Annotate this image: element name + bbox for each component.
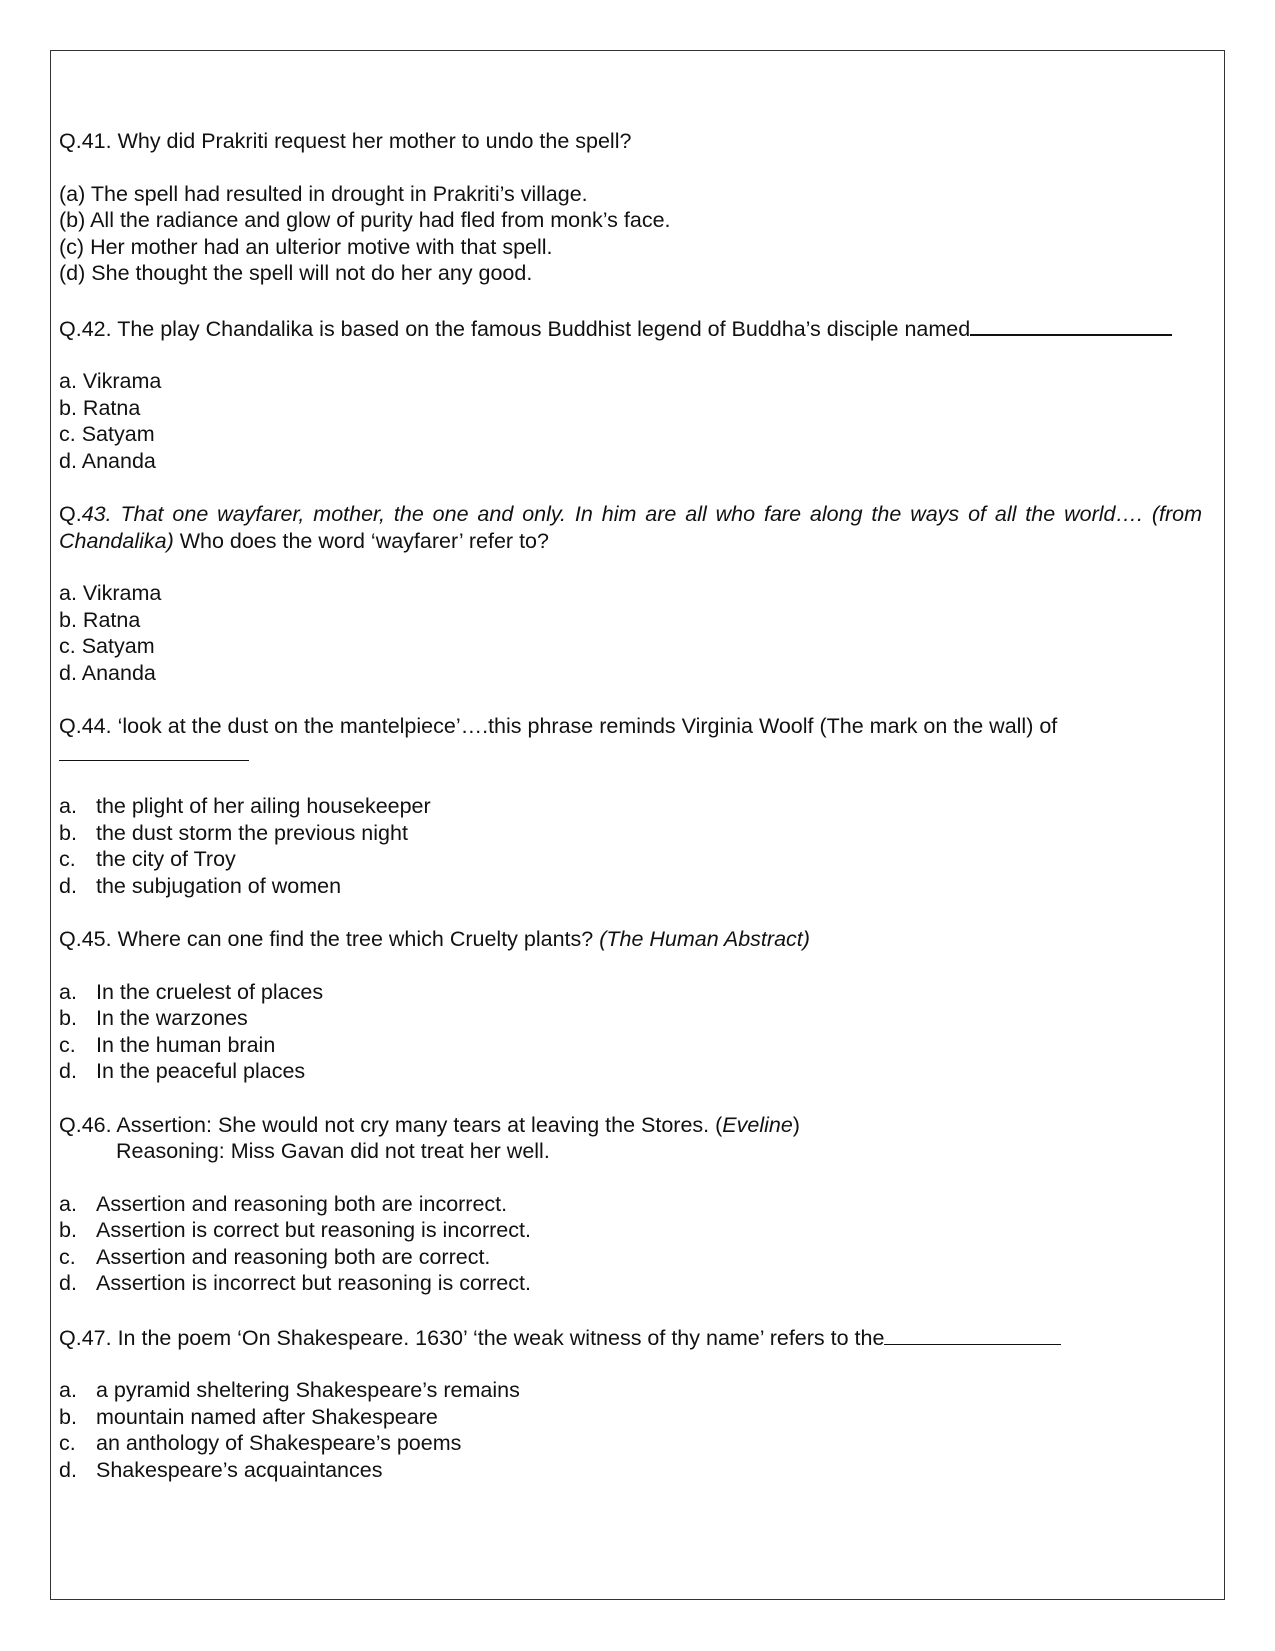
option-a — [59, 793, 1202, 820]
question-41 — [59, 128, 1202, 287]
option-text: Ratna — [82, 395, 141, 420]
option-letter: d. — [59, 1457, 77, 1482]
options-list — [59, 793, 1202, 899]
options-list — [59, 1377, 1202, 1483]
question-number: Q.44. — [59, 714, 112, 738]
option-letter: (a) — [59, 181, 86, 206]
option-text: Her mother had an ulterior motive with that spell. — [90, 234, 553, 259]
question-text: Who does the word ‘wayfarer’ refer to? — [173, 528, 549, 553]
question-stem — [59, 1324, 1202, 1352]
option-text: Shakespeare’s acquaintances — [96, 1457, 383, 1482]
question-number: Q.41. — [59, 129, 112, 153]
option-text: the plight of her ailing housekeeper — [96, 794, 431, 818]
option-letter: b. — [59, 1006, 77, 1030]
option-text: an anthology of Shakespeare’s poems — [96, 1431, 462, 1455]
question-46 — [59, 1112, 1202, 1297]
question-number: Q. — [59, 502, 82, 526]
question-text: The play Chandalika is based on the famous Buddhist legend of Buddha’s disciple named — [117, 316, 971, 341]
option-letter: c. — [59, 1032, 76, 1057]
option-a — [59, 979, 1202, 1006]
option-d — [59, 260, 1202, 287]
option-text: Vikrama — [82, 581, 162, 605]
option-text: In the human brain — [96, 1032, 276, 1057]
question-47 — [59, 1324, 1202, 1484]
question-stem — [59, 713, 1202, 767]
option-b — [59, 1404, 1202, 1431]
option-text: Assertion is incorrect but reasoning is correct. — [96, 1271, 531, 1295]
question-45 — [59, 926, 1202, 1085]
option-text: Satyam — [81, 422, 155, 446]
option-letter: d. — [59, 873, 77, 898]
quoted-passage: 43. That one wayfarer, mother, the one and only. In him are all who fare along the ways of all the world…. (from Chandalika) — [59, 502, 1202, 553]
option-a — [59, 368, 1202, 395]
question-sheet — [59, 128, 1202, 1483]
question-stem — [59, 1112, 1202, 1165]
option-a — [59, 1377, 1202, 1404]
answer-blank — [970, 314, 1172, 336]
option-letter: (c) — [59, 234, 85, 259]
option-b — [59, 395, 1202, 422]
option-text: The spell had resulted in drought in Prakriti’s village. — [90, 181, 588, 206]
source-title: (The Human Abstract) — [599, 927, 810, 951]
option-c — [59, 1244, 1202, 1271]
question-43 — [59, 501, 1202, 686]
answer-blank — [884, 1324, 1061, 1345]
question-text: In the poem ‘On Shakespeare. 1630’ ‘the weak witness of thy name’ refers to the — [117, 1325, 885, 1350]
option-letter: d. — [59, 660, 77, 685]
option-text: Assertion and reasoning both are correct. — [96, 1244, 491, 1269]
option-b — [59, 607, 1202, 634]
options-list — [59, 1191, 1202, 1297]
option-text: In the peaceful places — [96, 1059, 306, 1083]
options-list — [59, 580, 1202, 686]
assertion-close: ) — [792, 1112, 800, 1137]
option-d — [59, 1270, 1202, 1297]
option-a — [59, 580, 1202, 607]
option-letter: c. — [59, 1431, 76, 1455]
option-c — [59, 421, 1202, 448]
option-c — [59, 846, 1202, 873]
question-stem — [59, 926, 1202, 953]
option-letter: c. — [59, 847, 76, 871]
question-42 — [59, 314, 1202, 475]
option-b — [59, 1217, 1202, 1244]
question-number: Q.46. — [59, 1112, 112, 1137]
option-c — [59, 234, 1202, 261]
option-b — [59, 207, 1202, 234]
option-letter: b. — [59, 1404, 77, 1429]
question-text: ‘look at the dust on the mantelpiece’….this phrase reminds Virginia Woolf (The mark on the wall) of — [117, 714, 1058, 738]
option-letter: a. — [59, 581, 77, 605]
option-letter: (d) — [59, 261, 86, 285]
option-text: the city of Troy — [96, 847, 236, 871]
option-text: a pyramid sheltering Shakespeare’s remains — [96, 1378, 520, 1402]
option-d — [59, 448, 1202, 475]
question-text: Where can one find the tree which Cruelty plants? — [117, 927, 594, 951]
option-d — [59, 873, 1202, 900]
option-d — [59, 1457, 1202, 1484]
option-letter: d. — [59, 1059, 77, 1083]
option-text: Ananda — [81, 660, 156, 685]
question-stem — [59, 314, 1202, 343]
option-b — [59, 1005, 1202, 1032]
option-text: All the radiance and glow of purity had fled from monk’s face. — [90, 208, 671, 232]
question-stem — [59, 501, 1202, 554]
option-a — [59, 1191, 1202, 1218]
option-text: Assertion and reasoning both are incorrect. — [96, 1191, 508, 1216]
option-text: the dust storm the previous night — [96, 820, 408, 845]
option-c — [59, 1032, 1202, 1059]
option-text: mountain named after Shakespeare — [96, 1404, 438, 1429]
question-stem — [59, 128, 1202, 155]
answer-blank — [59, 740, 249, 761]
source-title: Eveline — [722, 1112, 793, 1137]
option-text: Vikrama — [82, 369, 162, 393]
option-letter: a. — [59, 1378, 77, 1402]
option-d — [59, 1058, 1202, 1085]
question-text: Why did Prakriti request her mother to undo the spell? — [117, 129, 632, 153]
option-letter: c. — [59, 634, 76, 658]
question-number: Q.45. — [59, 927, 112, 951]
option-d — [59, 660, 1202, 687]
option-letter: b. — [59, 820, 77, 845]
option-letter: d. — [59, 448, 77, 473]
question-number: Q.47. — [59, 1325, 112, 1350]
options-list — [59, 181, 1202, 287]
option-letter: b. — [59, 607, 77, 632]
options-list — [59, 368, 1202, 474]
option-letter: (b) — [59, 208, 86, 232]
option-text: In the cruelest of places — [96, 979, 324, 1004]
option-text: Assertion is correct but reasoning is incorrect. — [96, 1218, 531, 1242]
option-letter: a. — [59, 369, 77, 393]
option-text: the subjugation of women — [96, 873, 342, 898]
option-c — [59, 1430, 1202, 1457]
option-letter: a. — [59, 794, 77, 818]
option-c — [59, 633, 1202, 660]
option-text: In the warzones — [96, 1006, 248, 1030]
option-text: Satyam — [81, 634, 155, 658]
option-a — [59, 181, 1202, 208]
option-text: She thought the spell will not do her any good. — [91, 261, 533, 285]
reasoning-text: Reasoning: Miss Gavan did not treat her well. — [116, 1139, 550, 1163]
question-44 — [59, 713, 1202, 899]
option-letter: b. — [59, 1218, 77, 1242]
option-letter: c. — [59, 1244, 76, 1269]
option-text: Ananda — [81, 448, 156, 473]
question-number: Q.42. — [59, 316, 112, 341]
option-letter: a. — [59, 1191, 77, 1216]
option-text: Ratna — [82, 607, 141, 632]
assertion-text: Assertion: She would not cry many tears at leaving the Stores. ( — [116, 1112, 723, 1137]
option-letter: b. — [59, 395, 77, 420]
option-letter: d. — [59, 1271, 77, 1295]
options-list — [59, 979, 1202, 1085]
option-b — [59, 820, 1202, 847]
option-letter: c. — [59, 422, 76, 446]
option-letter: a. — [59, 979, 77, 1004]
